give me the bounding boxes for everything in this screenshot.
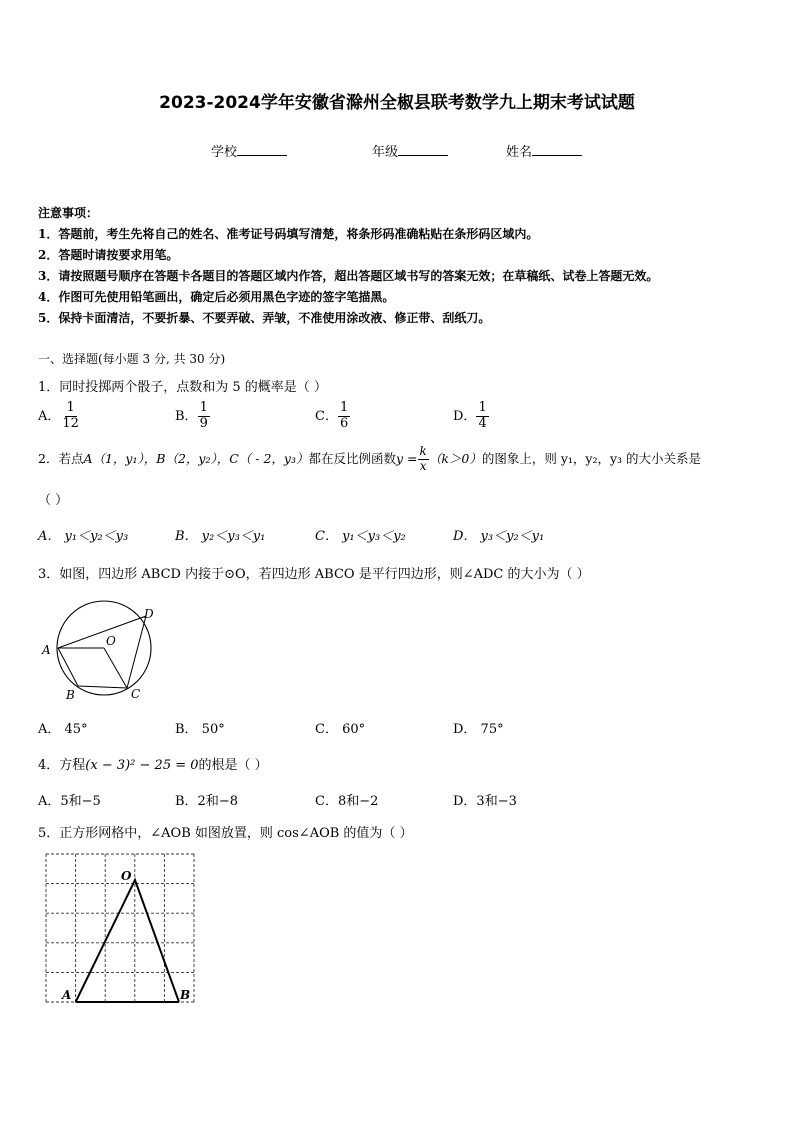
segment-oc [104,648,127,688]
q2-option-a[interactable]: A． y₁＜y₂＜y₃ [38,529,129,544]
q2-option-d[interactable]: D． y₃＜y₂＜y₁ [453,529,545,544]
grade-label: 年级 [372,145,399,160]
name-field[interactable] [506,141,582,160]
segment-bc [78,686,127,688]
q4-option-d[interactable]: D．3和−3 [453,794,517,809]
fraction: $\frac{1}{9}$ [199,400,208,431]
equation: (x − 3)² − 25 = 0 [85,758,199,773]
notice-item: 1．答题前，考生先将自己的姓名、准考证号码填写清楚，将条形码准确粘贴在条形码区域内。 [38,227,539,241]
notice-heading: 注意事项： [38,206,99,220]
question-2-paren: （ ） [38,493,69,508]
notice-item: 3．请按照题号顺序在答题卡各题目的答题区域内作答，超出答题区域书写的答案无效；在草稿纸、试卷上答题无效。 [38,269,659,283]
notice-item: 4．作图可先使用铅笔画出，确定后必须用黑色字迹的签字笔描黑。 [38,290,395,304]
question-3-stem: 3．如图，四边形 ABCD 内接于⊙O，若四边形 ABCO 是平行四边形，则∠ADC 的大小为（ ） [38,567,590,582]
circle-quadrilateral-figure [38,598,168,704]
label-d: D [144,607,154,621]
fraction: $\frac{1}{6}$ [339,400,349,431]
q3-option-d[interactable]: D． 75° [453,722,504,737]
section-heading: 一、选择题(每小题 3 分, 共 30 分) [38,352,226,366]
q1-option-b[interactable]: B． $\frac{1}{9}$ [175,400,208,431]
fraction: $\frac{k}{x}$ [419,444,427,473]
label-a: A [42,643,51,657]
school-label: 学校 [211,145,238,160]
q3-option-c[interactable]: C． 60° [315,722,366,737]
fraction: $\frac{1}{4}$ [478,400,487,431]
label-b: B [180,988,191,1002]
school-field[interactable] [211,141,287,160]
q2-option-b[interactable]: B． y₂＜y₃＜y₁ [175,529,266,544]
angle-aob [76,880,179,1002]
grade-blank[interactable] [398,143,448,156]
label-b: B [66,688,75,702]
q3-option-a[interactable]: A． 45° [38,722,88,737]
notice-item: 5．保持卡面清洁，不要折暴、不要弄破、弄皱，不准使用涂改液、修正带、刮纸刀。 [38,311,491,325]
q3-option-b[interactable]: B． 50° [175,722,225,737]
q1-option-d[interactable]: D． $\frac{1}{4}$ [453,400,487,431]
question-5-stem: 5．正方形网格中，∠AOB 如图放置，则 cos∠AOB 的值为（ ） [38,826,413,841]
question-1-stem: 1．同时投掷两个骰子，点数和为 5 的概率是（ ） [38,380,327,395]
q1-option-c[interactable]: C． $\frac{1}{6}$ [315,400,349,431]
q2-option-c[interactable]: C． y₁＜y₃＜y₂ [315,529,406,544]
label-a: A [62,988,72,1002]
page-title: 2023-2024学年安徽省滁州全椒县联考数学九上期末考试试题 [159,93,635,113]
question-2-stem: 2．若点A（1，y₁），B（2，y₂），C（ - 2，y₃）都在反比例函数y = $\frac{k}{x}$ （k＞0）的图象上，则 y₁，y₂，y₃ 的大小关系是 [38,444,702,473]
segment-dc [127,616,146,688]
label-o: O [121,869,132,883]
segment-ad [58,616,146,648]
q4-option-a[interactable]: A．5和−5 [38,794,101,809]
q1-option-a[interactable]: A． $\frac{1}{12}$ [38,400,79,431]
question-4-stem: 4．方程(x − 3)² − 25 = 0的根是（ ） [38,758,268,773]
school-blank[interactable] [237,143,287,156]
q4-option-c[interactable]: C．8和−2 [315,794,379,809]
label-o: O [106,634,116,648]
name-label: 姓名 [506,145,533,160]
name-blank[interactable] [532,143,582,156]
notice-item: 2．答题时请按要求用笔。 [38,248,179,262]
q4-option-b[interactable]: B．2和−8 [175,794,238,809]
fraction: $\frac{1}{12}$ [62,400,79,431]
label-c: C [131,687,141,701]
grade-field[interactable] [372,141,448,160]
grid-angle-figure [38,848,200,1008]
